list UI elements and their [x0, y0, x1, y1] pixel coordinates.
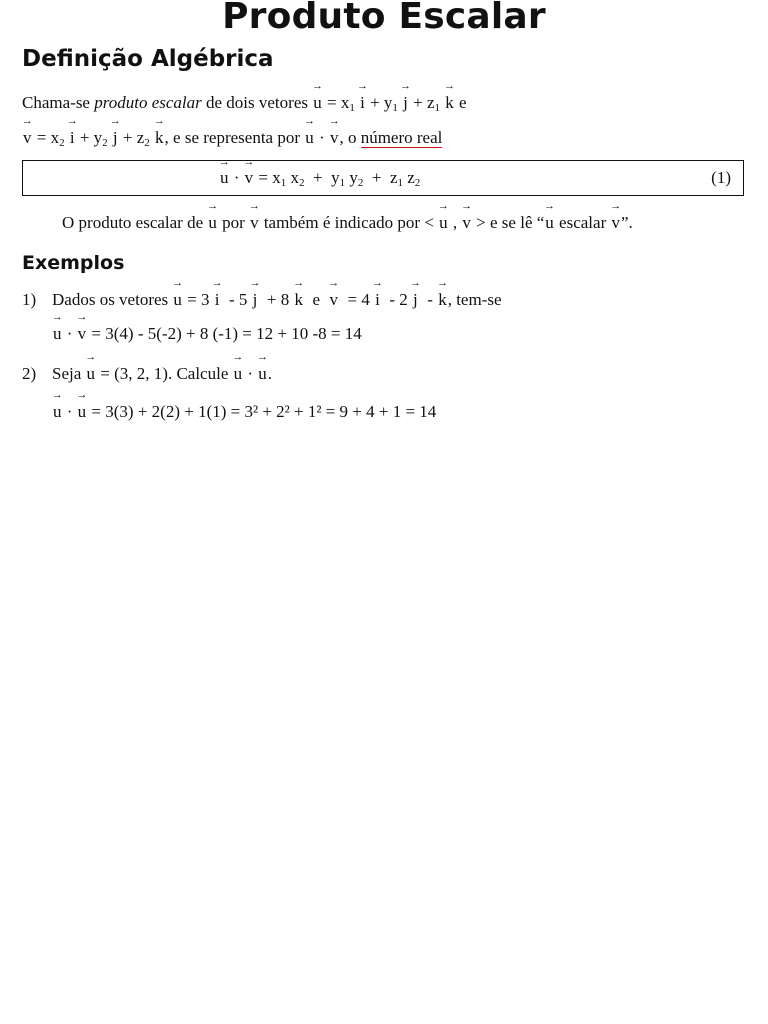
example-text: Dados os vetores [52, 290, 173, 309]
vector-i: → i [359, 92, 366, 114]
section-heading-examples: Exemplos [22, 252, 125, 274]
definition-line-2: → $v = x_2 \to i + y_2 \to j + z_2 \to k$, e se representa por → u · → v, o número real [22, 127, 442, 154]
example-solution-text: = 3(3) + 2(2) + 1(1) = 3² + 2² + 1² = 9 + 4 + 1 = 14 [91, 402, 437, 421]
note-text: também é indicado por [259, 213, 421, 232]
vector-j: → j [112, 127, 119, 149]
example-text: , tem-se [447, 290, 502, 309]
vector-u: → u [304, 127, 315, 149]
vector-k: → k [154, 127, 165, 149]
example-1-statement: 1) Dados os vetores → u = 3 → i - 5 → j + 8 → k e → v = 4 → i - 2 → j - → k, tem-se [22, 289, 502, 311]
dot-product-formula: → u · → $v = x_1$ $x_2 + y_1$ $y_2 + z_1$ $z_2$ [219, 168, 420, 189]
vector-v: → v [329, 127, 340, 149]
vector-i: → i [69, 127, 76, 149]
vector-u: → u [312, 92, 323, 114]
vector-j: → j [402, 92, 409, 114]
example-number: 2) [22, 364, 37, 383]
example-solution-text: = 3(4) - 5(-2) + 8 (-1) = 12 + 10 -8 = 14 [91, 324, 362, 343]
vector-v: → v [22, 127, 33, 149]
section-heading-definition: Definição Algébrica [22, 46, 274, 72]
note-text: e se lê “ [490, 213, 545, 232]
formula-number: (1) [711, 168, 731, 187]
note-text: O produto escalar de [62, 213, 208, 232]
underlined-term: número real [360, 128, 443, 147]
vector-k: → k [444, 92, 455, 114]
note-text: por [217, 213, 250, 232]
definition-text: de dois vetores [201, 93, 313, 112]
definition-term: produto escalar [94, 93, 202, 112]
example-text: = (3, 2, 1). Calcule [96, 364, 233, 383]
definition-text: Chama-se [22, 93, 95, 112]
page-title: Produto Escalar [222, 0, 546, 37]
definition-line-1: Chama-se produto escalar de dois vetores → $u = x_1 \to i + y_1 \to j + z_1 \to k$ e [22, 92, 467, 119]
example-number: 1) [22, 290, 37, 309]
example-2-solution: → u · → u = 3(3) + 2(2) + 1(1) = 3² + 2² + 1² = 9 + 4 + 1 = 14 [52, 401, 436, 423]
note-text: ”. [620, 213, 633, 232]
definition-text: , e se representa por [164, 128, 305, 147]
definition-text: e [454, 93, 467, 112]
notation-note: O produto escalar de → u por → v também é indicado por < → u , → v > e se lê “→ u escalar → v”. [62, 212, 633, 234]
formula-box [22, 160, 744, 196]
example-text: Seja [52, 364, 86, 383]
example-1-solution: → u · → v = 3(4) - 5(-2) + 8 (-1) = 12 + 10 -8 = 14 [52, 323, 362, 345]
example-2-statement: 2) Seja → u = (3, 2, 1). Calcule → u · → u. [22, 363, 272, 385]
definition-text: , o [339, 128, 361, 147]
note-text: escalar [554, 213, 611, 232]
